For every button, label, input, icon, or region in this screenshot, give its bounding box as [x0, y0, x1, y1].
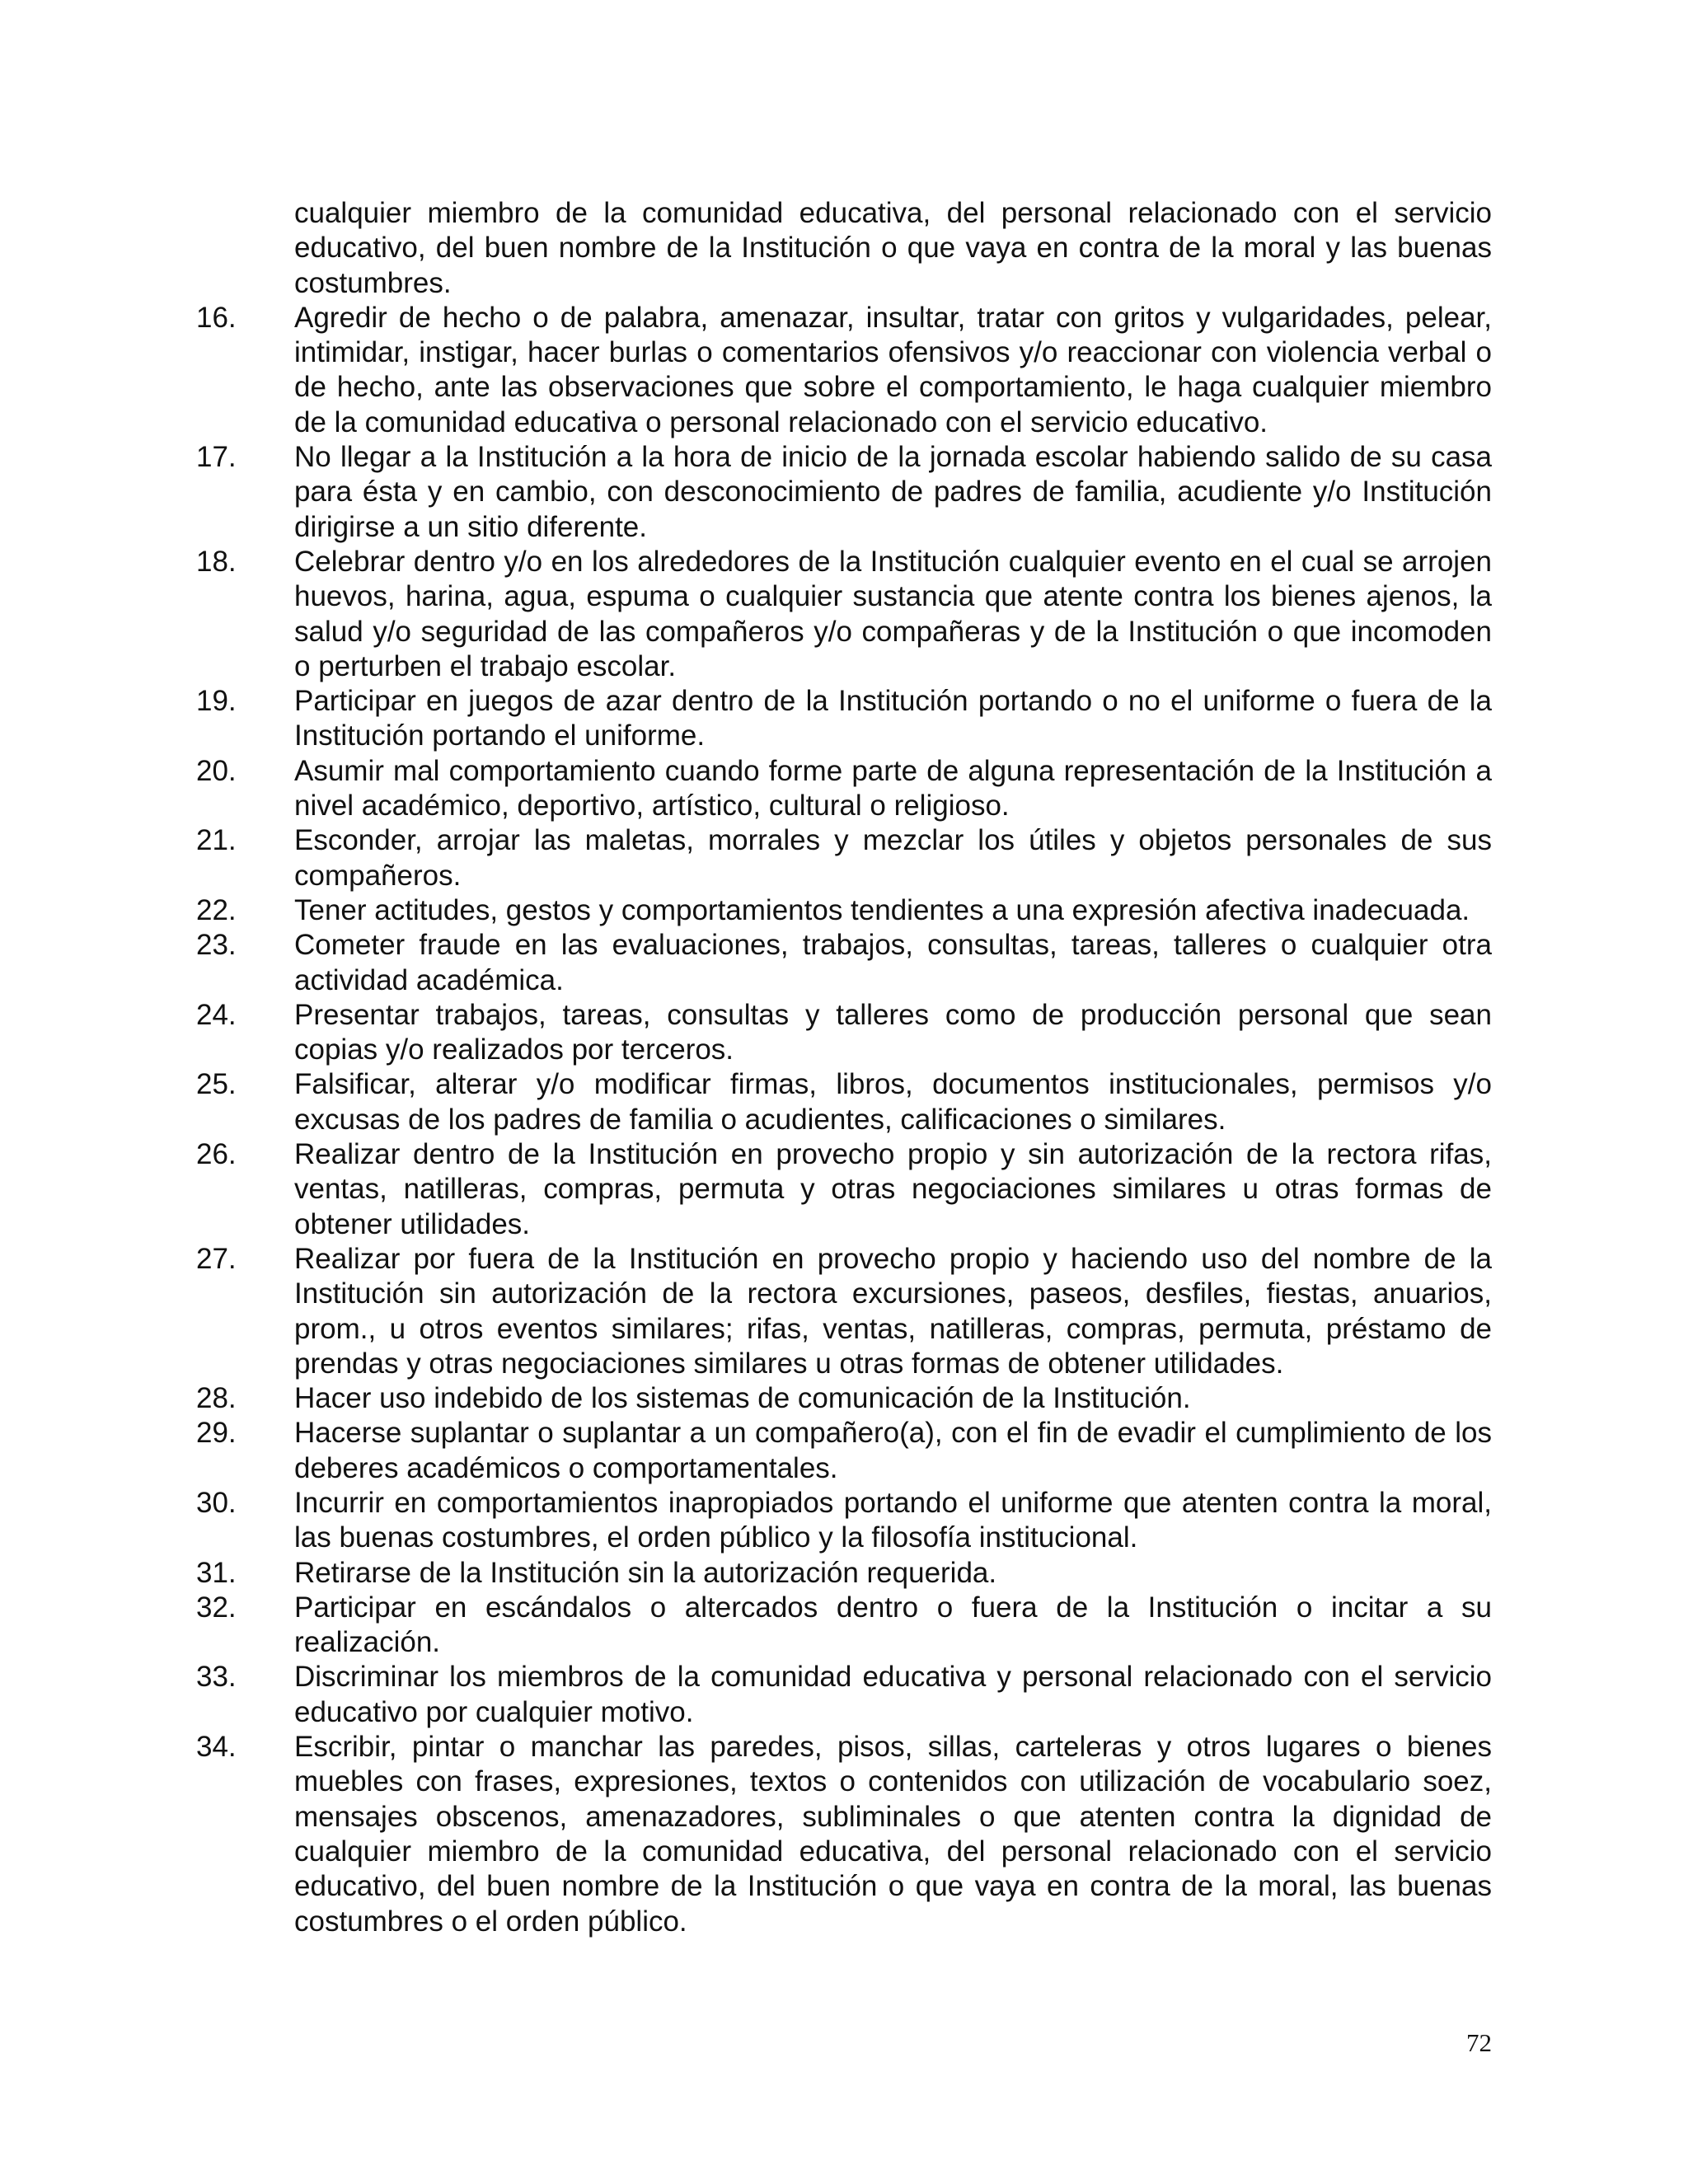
item-number: 30. — [196, 1486, 237, 1519]
list-item-32 — [196, 1591, 1492, 1661]
item-text: Realizar por fuera de la Institución en provecho propio y haciendo uso del nombre de la Institución sin autorización de la rectora excursiones, paseos, desfiles, fiestas, anuarios, prom., u otros eventos similares; rifas, ventas, natilleras, compras, permuta, préstamo de prendas y otras negociaciones similares u otras formas de obtener utilidades. — [294, 1242, 1492, 1380]
item-number: 17. — [196, 441, 237, 474]
list-item-34 — [196, 1730, 1492, 1939]
item-text: Presentar trabajos, tareas, consultas y talleres como de producción personal que sean copias y/o realizados por terceros. — [294, 998, 1492, 1066]
item-text: Hacerse suplantar o suplantar a un compañero(a), con el fin de evadir el cumplimiento de los deberes académicos o comportamentales. — [294, 1417, 1492, 1484]
list-item-19 — [196, 684, 1492, 754]
item-number: 25. — [196, 1068, 237, 1101]
list-item-27 — [196, 1242, 1492, 1381]
list-item-23 — [196, 928, 1492, 998]
list-item-22 — [196, 893, 1492, 928]
list-item-18 — [196, 545, 1492, 684]
item-text: Retirarse de la Institución sin la autorización requerida. — [294, 1556, 997, 1589]
item-text: Asumir mal comportamiento cuando forme parte de alguna representación de la Institución a nivel académico, deportivo, artístico, cultural o religioso. — [294, 754, 1492, 823]
item-text: Tener actitudes, gestos y comportamientos tendientes a una expresión afectiva inadecuada. — [294, 893, 1470, 926]
list-item-29 — [196, 1416, 1492, 1486]
item-number: 21. — [196, 824, 237, 857]
item-text: Cometer fraude en las evaluaciones, trabajos, consultas, tareas, talleres o cualquier otra actividad académica. — [294, 929, 1492, 996]
document-body — [196, 196, 1492, 1939]
item-number: 19. — [196, 685, 237, 718]
item-number: 28. — [196, 1382, 237, 1415]
item-text: No llegar a la Institución a la hora de inicio de la jornada escolar habiendo salido de su casa para ésta y en cambio, con desconocimiento de padres de familia, acudiente y/o Institución dirigirse a un sitio diferente. — [294, 441, 1492, 543]
item-text: Realizar dentro de la Institución en provecho propio y sin autorización de la rectora rifas, ventas, natilleras, compras, permuta y otras negociaciones similares u otras formas de obtener utilidades. — [294, 1138, 1492, 1240]
item-number: 23. — [196, 929, 237, 962]
item-number: 18. — [196, 545, 237, 578]
list-item-17 — [196, 440, 1492, 545]
item-text: Incurrir en comportamientos inapropiados portando el uniforme que atenten contra la moral, las buenas costumbres, el orden público y la filosofía institucional. — [294, 1486, 1492, 1554]
list-item-24 — [196, 998, 1492, 1068]
item-text: Agredir de hecho o de palabra, amenazar, insultar, tratar con gritos y vulgaridades, pelear, intimidar, instigar, hacer burlas o comentarios ofensivos y/o reaccionar con violencia verbal o de hecho, ante las observaciones que sobre el comportamiento, le haga cualquier miembro de la comunidad educativa o personal relacionado con el servicio educativo. — [294, 301, 1492, 438]
list-item-16 — [196, 301, 1492, 440]
item-text: Falsificar, alterar y/o modificar firmas, libros, documentos institucionales, permisos y/o excusas de los padres de familia o acudientes, calificaciones o similares. — [294, 1068, 1492, 1136]
item-text: Esconder, arrojar las maletas, morrales y mezclar los útiles y objetos personales de sus compañeros. — [294, 824, 1492, 892]
list-item-33 — [196, 1660, 1492, 1730]
item-number: 27. — [196, 1242, 237, 1275]
list-item-30 — [196, 1486, 1492, 1556]
list-item-28 — [196, 1381, 1492, 1416]
item-text: Escribir, pintar o manchar las paredes, pisos, sillas, carteleras y otros lugares o bienes muebles con frases, expresiones, textos o contenidos con utilización de vocabulario soez, mensajes obscenos, amenazadores, subliminales o que atenten contra la dignidad de cualquier miembro de la comunidad educativa, del personal relacionado con el servicio educativo, del buen nombre de la Institución o que vaya en contra de la moral, las buenas costumbres o el orden público. — [294, 1731, 1492, 1938]
list-item-31 — [196, 1556, 1492, 1591]
item-text: Hacer uso indebido de los sistemas de comunicación de la Institución. — [294, 1382, 1191, 1415]
item-text: Celebrar dentro y/o en los alrededores de la Institución cualquier evento en el cual se arrojen huevos, harina, agua, espuma o cualquier sustancia que atente contra los bienes ajenos, la salud y/o seguridad de las compañeros y/o compañeras y de la Institución o que incomoden o perturben el trabajo escolar. — [294, 545, 1492, 682]
item-number: 24. — [196, 998, 237, 1031]
item-number: 16. — [196, 301, 237, 334]
list-item-21 — [196, 823, 1492, 893]
item-text: Participar en escándalos o altercados dentro o fuera de la Institución o incitar a su realización. — [294, 1591, 1492, 1659]
item-number: 20. — [196, 754, 237, 787]
list-item-25 — [196, 1067, 1492, 1137]
item-number: 22. — [196, 893, 237, 926]
page-number: 72 — [1466, 2028, 1492, 2057]
continuation-paragraph: cualquier miembro de la comunidad educativa, del personal relacionado con el servicio educativo, del buen nombre de la Institución o que vaya en contra de la moral y las buenas costumbres. — [294, 197, 1492, 299]
item-text: Discriminar los miembros de la comunidad educativa y personal relacionado con el servicio educativo por cualquier motivo. — [294, 1661, 1492, 1728]
item-text: Participar en juegos de azar dentro de la Institución portando o no el uniforme o fuera de la Institución portando el uniforme. — [294, 685, 1492, 752]
list-item-20 — [196, 754, 1492, 824]
item-number: 29. — [196, 1417, 237, 1450]
item-number: 32. — [196, 1591, 237, 1624]
list-item-26 — [196, 1137, 1492, 1242]
item-number: 26. — [196, 1138, 237, 1171]
item-number: 34. — [196, 1731, 237, 1764]
item-number: 31. — [196, 1556, 237, 1589]
item-number: 33. — [196, 1661, 237, 1694]
